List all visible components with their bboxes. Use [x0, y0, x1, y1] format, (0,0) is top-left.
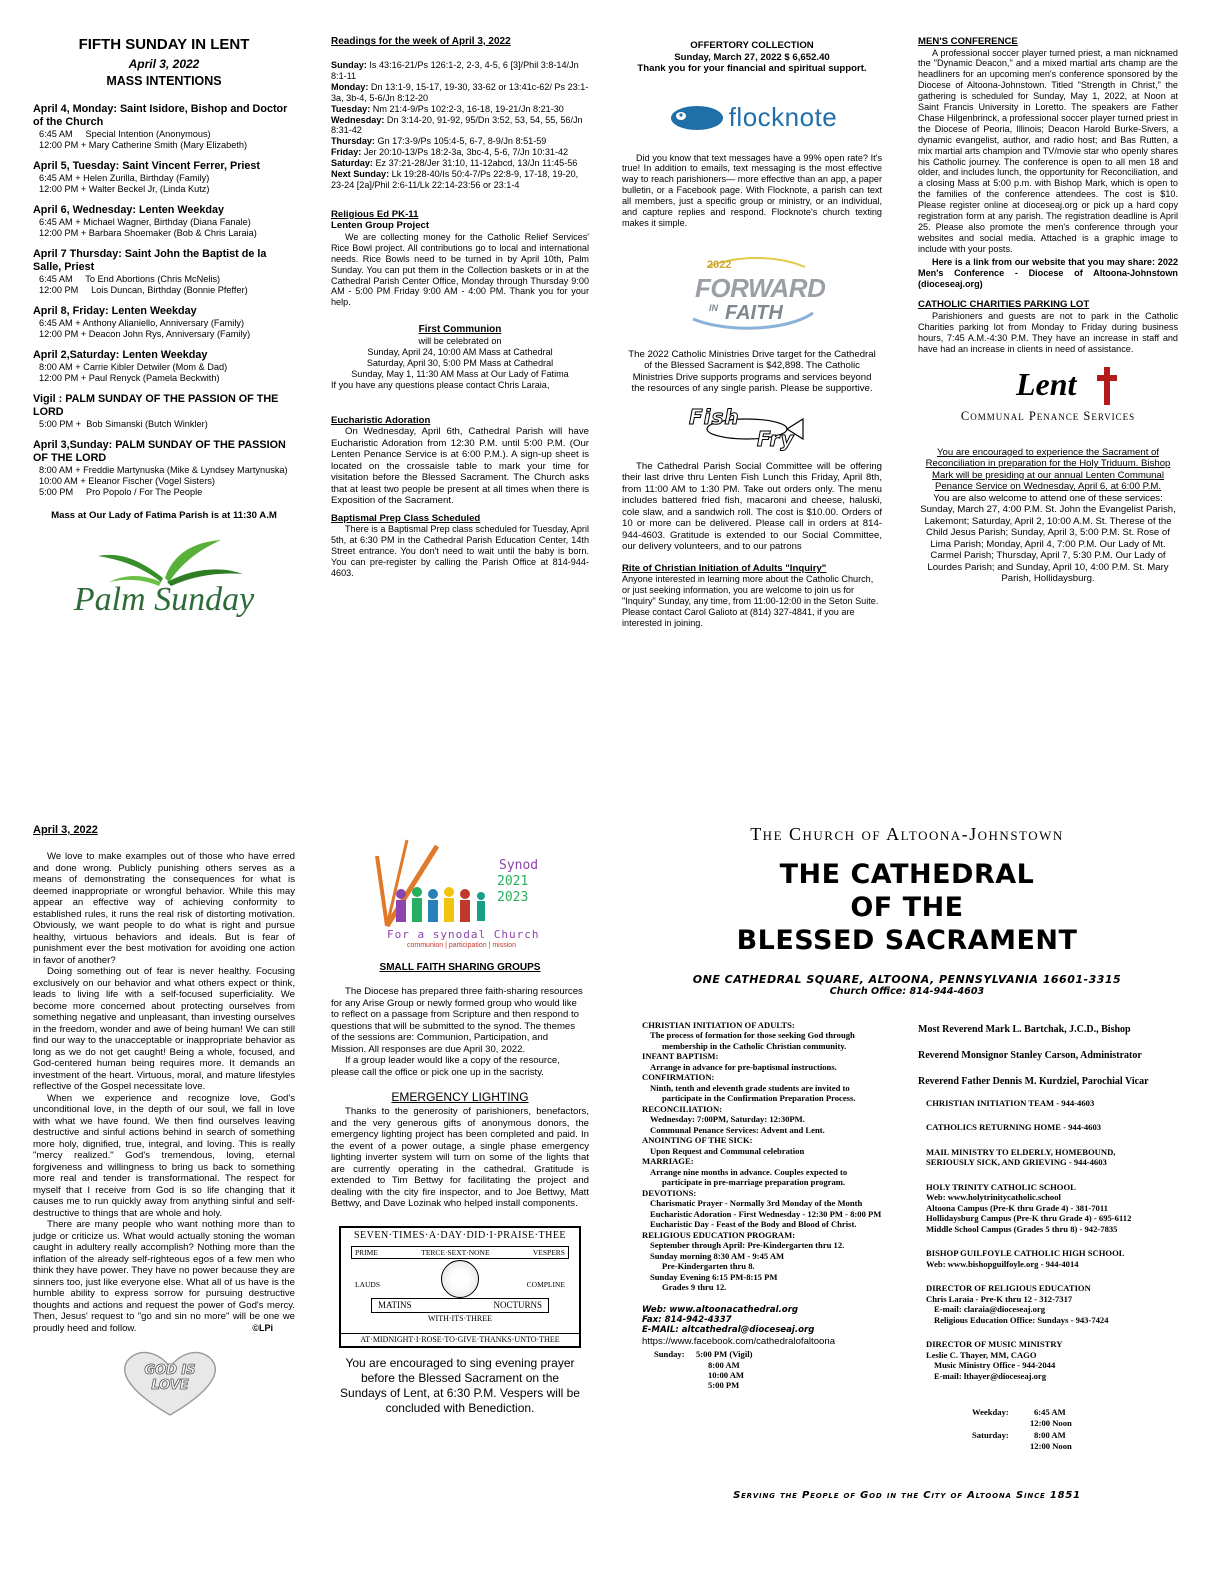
- saturday-times-list: [1030, 1430, 1072, 1451]
- reading-day: Saturday:: [331, 158, 373, 169]
- staff-group: [926, 1147, 1188, 1168]
- clergy-member: Reverend Father Dennis M. Kurdziel, Parochial Vicar: [918, 1076, 1149, 1087]
- mass-day-heading: April 8, Friday: Lenten Weekday: [33, 305, 197, 318]
- reading-citation: Ez 37:21-28/Jer 31:10, 11-12abcd, 13/Jn 11:45-56: [372, 158, 578, 169]
- adoration-text: On Wednesday, April 6th, Cathedral Parish will have Eucharistic Adoration from 12:30 P.M. until 5:00 P.M. (Our Lenten Penance Service is at 6:00 P.M.). A sign-up sheet is located on the crossaisle table to mark your time for visitation before the Blessed Sacrament. The Church asks that at least two people be present at all times when there is Exposition of the Sacrament.: [331, 426, 589, 507]
- staff-line: E-mail: lthayer@dioceseaj.org: [934, 1370, 1047, 1381]
- staff-line: Web: www.bishopguilfoyle.org - 944-4014: [926, 1258, 1079, 1269]
- staff-group: [926, 1098, 1188, 1108]
- sacrament-heading: INFANT BAPTISM:: [642, 1051, 719, 1062]
- sacrament-detail: Wednesday: 7:00PM, Saturday: 12:30PM.: [650, 1114, 805, 1125]
- clergy-member: Most Reverend Mark L. Bartchak, J.C.D., Bishop: [918, 1024, 1131, 1035]
- hour-label: LAUDS: [355, 1279, 381, 1289]
- sacrament-detail: Arrange in advance for pre-baptismal instructions.: [650, 1061, 837, 1072]
- synod-subline: communion | participation | mission: [407, 942, 517, 949]
- first-communion-schedule: [331, 336, 589, 380]
- reflection-column: [33, 824, 295, 1419]
- first-communion-line: Saturday, April 30, 5:00 PM Mass at Cathedral: [366, 358, 554, 369]
- fish-fry-text: The Cathedral Parish Social Committee will be offering their last drive thru Lenten Fish Lunch this Friday, April 8th, from 11:00 AM to 1:30 PM. Take out orders only. The menu includes battered fried fish, macaroni and cheese, haluski, cole slaw, and a sandwich roll. The cost is $10.00. Orders of 10 or more can be delivered. Please call in orders at 814-944-4603. Gratitude is extended to our Social Committee, our delivery volunteers, and to our patrons: [622, 460, 882, 553]
- cathedral-name-line: BLESSED SACRAMENT: [736, 924, 1078, 956]
- first-communion-title: First Communion: [418, 324, 502, 336]
- rcia-title: Rite of Christian Initiation of Adults "Inquiry": [622, 562, 827, 574]
- staff-panel: [918, 1024, 1188, 1451]
- mass-day-heading: April 3,Sunday: PALM SUNDAY OF THE PASSION OF THE LORD: [33, 439, 286, 465]
- flocknote-text: Did you know that text messages have a 99% open rate? It's true! In addition to emails, text messaging is the most effective way to reach parishioners— more effective than an app, a paper bulletin, or a Facebook page. With Flocknote, a parish can text all members, just a specific group or ministry, or an individual, and capture replies and respond. Flocknote's church texting makes it simple.: [622, 152, 882, 228]
- staff-line: Hollidaysburg Campus (Pre-K thru Grade 4) - 695-6112: [926, 1213, 1132, 1224]
- faith-groups-contact: If a group leader would like a copy of the resource, please call the office or pick one up in the sacristy.: [331, 1055, 560, 1078]
- synod-logo: [347, 836, 573, 954]
- reading-day: Tuesday:: [331, 103, 371, 114]
- penance-services-list: You are also welcome to attend one of these services: Sunday, March 27, 4:00 P.M. St. John the Evangelist Parish, Lakemont; Saturday, April 2, 10:00 A.M. St. Therese of the Child Jesus Parish; Sunday, April 3, 5:00 P.M. St. Rose of Lima Parish; Monday, April 4, 7:00 P.M. Our Lady of Mt. Carmel Parish; Thursday, April 7, 5:30 P.M. Our Lady of Lourdes Parish; and Sunday, April 10, 4:00 P.M. St. Mary Parish, Hollidaysburg.: [920, 492, 1176, 585]
- staff-line: SERIOUSLY SICK, AND GRIEVING - 944-4603: [926, 1157, 1107, 1168]
- saturday-mass-times: [918, 1430, 1188, 1451]
- mass-day-heading: April 7 Thursday: Saint John the Baptist de la Salle, Priest: [33, 248, 267, 274]
- mass-day-heading: April 2,Saturday: Lenten Weekday: [33, 349, 208, 362]
- masthead-area: [620, 824, 1194, 1501]
- reading-day: Sunday:: [331, 60, 367, 70]
- mass-day: [33, 393, 295, 430]
- mass-intention-line: 6:45 AM Special Intention (Anonymous): [39, 129, 211, 140]
- forward-faith-word: FAITH: [725, 301, 783, 324]
- sacrament-detail: Grades 9 thru 12.: [662, 1282, 727, 1293]
- sacrament-detail: September through April: Pre-Kindergarten thru 12.: [650, 1240, 845, 1251]
- hour-label: NOCTURNS: [493, 1299, 542, 1310]
- fish-word: Fish: [689, 404, 740, 429]
- reading-entry: [331, 136, 589, 147]
- hours-row-2: [355, 1280, 565, 1289]
- mass-intention-line: 5:00 PM Pro Popolo / For The People: [39, 487, 203, 498]
- hour-label: MATINS: [378, 1299, 412, 1310]
- reflection-paragraph: We love to make examples out of those who have erred and done wrong. Publicly punishing others serves as a means of demonstrating the consequences for what is deemed inappropriate or wrongful behavior. While this may appear an effective way of achieving conformity to established rules, it runs the real risk of distorting motivation. Obviously, we want people to do what is right and pursue healthy, virtuous behaviors and ideals. But is fear of punishment ever the best motivation for avoiding one action in favor of another?: [33, 851, 295, 966]
- readings-list: [331, 60, 589, 191]
- mass-intention-line: 6:45 AM + Helen Zurilla, Birthday (Family): [39, 173, 210, 184]
- reading-entry: [331, 115, 589, 137]
- parish-facebook[interactable]: https://www.facebook.com/cathedralofaltoona: [642, 1335, 836, 1347]
- weekday-times-list: [1030, 1407, 1072, 1428]
- sacrament-heading: RELIGIOUS EDUCATION PROGRAM:: [642, 1229, 796, 1240]
- faith-groups-text: The Diocese has prepared three faith-sharing resources for any Arise Group or newly formed group who would like to reflect on a passage from Scripture and then respond to questions that will be submitted to the synod. The themes of the sessions are: Communion, Participation, and Mission. All responses are due April 30, 2022.: [331, 986, 583, 1055]
- church-of-title: The Church of Altoona-Johnstown: [750, 824, 1064, 844]
- staff-line: Middle School Campus (Grades 5 thru 8) - 942-7835: [926, 1223, 1118, 1234]
- fish-fry-logo: [687, 405, 817, 451]
- reflection-paragraph: Doing something out of fear is never healthy. Focusing exclusively on our behavior and what others expect or think, leads to living life with a self-focused superficiality. We become more concerned about protecting ourselves from something negative and unpleasant, than investing ourselves in the freedom, wonder and awe of being human! We can still find our way to the unacceptable or inappropriate behavior as long as we do not get caught! Being a whole, focused, and God-centered human being requires more. It demands an investment of the heart. Virtuous, moral, and mature lifestyles reflective of the Gospel necessitate love.: [33, 966, 295, 1093]
- reading-day: Friday:: [331, 147, 362, 158]
- mass-day-heading: April 4, Monday: Saint Isidore, Bishop and Doctor of the Church: [33, 103, 288, 129]
- palm-sunday-logo-text: Palm Sunday: [73, 580, 255, 618]
- cathedral-name-line: THE CATHEDRAL: [779, 858, 1035, 890]
- mens-conference-column: [918, 36, 1178, 585]
- staff-group: [926, 1248, 1188, 1269]
- staff-line: CHRISTIAN INITIATION TEAM - 944-4603: [926, 1098, 1095, 1108]
- reconciliation-invite: You are encouraged to experience the Sacrament of Reconciliation in preparation for the Holy Triduum. Bishop Mark will be presiding at our annual Lenten Communal Penance Service on Wednesday, April 6, at 6:00 P.M.: [925, 446, 1171, 493]
- vespers-text: You are encouraged to sing evening prayer before the Blessed Sacrament on the Sundays of Lent, at 6:30 P.M. Vespers will be concluded with Benediction.: [340, 1355, 580, 1415]
- staff-line: Leslie C. Thayer, MM, CAGO: [926, 1349, 1037, 1360]
- bulletin-date: April 3, 2022: [128, 57, 200, 71]
- religious-ed-subtitle: Lenten Group Project: [331, 220, 430, 232]
- sacrament-detail: Eucharistic Day - Feast of the Body and Blood of Christ.: [650, 1219, 857, 1230]
- saturday-time: 8:00 AM: [1034, 1430, 1066, 1441]
- flocknote-logo: [622, 101, 882, 135]
- mens-conference-link[interactable]: Here is a link from our website that you may share: 2022 Men's Conference - Diocese of Altoona-Johnstown (dioceseaj.org): [918, 256, 1178, 289]
- clergy-member: Reverend Monsignor Stanley Carson, Administrator: [918, 1050, 1142, 1061]
- mass-intention-line: 6:45 AM + Anthony Alianiello, Anniversary (Family): [39, 318, 245, 329]
- hour-label: TERCE·SEXT·NONE: [421, 1247, 490, 1257]
- mass-intention-line: 6:45 AM + Michael Wagner, Birthday (Diana Fanale): [39, 217, 251, 228]
- forward-year: 2022: [707, 258, 732, 271]
- drive-text: The 2022 Catholic Ministries Drive target for the Cathedral of the Blessed Sacrament is $42,898. The Catholic Ministries Drive supports programs and services beyond the resources of any single parish. Please be supportive.: [628, 348, 876, 395]
- sunday-time: 5:00 PM: [708, 1380, 740, 1391]
- first-communion-contact: If you have any questions please contact Chris Laraia,: [331, 379, 550, 390]
- seven-times-a-day-image: [339, 1226, 581, 1348]
- staff-group: [926, 1283, 1188, 1325]
- emergency-lighting-text: Thanks to the generosity of parishioners, benefactors, and the very generous gifts of anonymous donors, the emergency lighting project has been completed and paid. In the event of a power outage, a single phase emergency lighting inverter system will turn on some of the lights that are currently operating in the cathedral. Gratitude is extended to Tim Bettwy for facilitating the project and dealing with the city fire inspector, and to Joe Bettwy, Matt Bettwy, and Dave Lozinak who helped install components.: [331, 1106, 589, 1210]
- bulletin-title: FIFTH SUNDAY IN LENT: [78, 36, 250, 53]
- staff-line: HOLY TRINITY CATHOLIC SCHOOL: [926, 1181, 1076, 1192]
- readings-column: [331, 36, 589, 579]
- sunday-label: Sunday:: [654, 1349, 685, 1360]
- reading-day: Thursday:: [331, 136, 375, 147]
- lent-logo-word: Lent: [1016, 365, 1077, 402]
- mass-day: [33, 204, 295, 239]
- sacrament-heading: MARRIAGE:: [642, 1156, 694, 1167]
- mens-conference-text: A professional soccer player turned priest, a man nicknamed the "Dynamic Deacon," and a mixed martial arts champ are the headliners for an upcoming men's conference sponsored by the Diocese of Altoona-Johnstown. Titled "Strength in Christ," the gathering is scheduled for Sunday, May 1, 2022, at Noon at Saint Francis University in Loretto. The speakers are Father Chase Hilgenbrinck, a professional soccer player turned priest in the Diocese of Peoria, Illinois; Deacon Harold Burke-Sivers, a dynamic evangelist, author, and radio host; and Bas Rutten, a mix martial arts champion and TV/movie star who openly shares his Catholic journey. The conference is open to all men 18 and older, and includes lunch, the opportunity for Reconciliation, and a closing Mass at 5:00 p.m. with Bishop Mark, which is open to the families of the conference attendees. The cost is $10. Please register online at dioceseaj.org or pick up a hard copy registration form at any parish. The registration deadline is April 25. Please also promote the men's conference through your websites and social media. Attached is a graphic image to include with your posts.: [918, 47, 1178, 254]
- footer-motto: Serving the People of God in the City of Altoona Since 1851: [733, 1490, 1081, 1501]
- sacrament-detail: Eucharistic Adoration - First Wednesday - 12:30 PM - 8:00 PM: [650, 1208, 882, 1219]
- sacraments-panel: [642, 1020, 902, 1391]
- offertory-thanks: Thank you for your financial and spiritual support.: [637, 63, 867, 74]
- fatima-note: Mass at Our Lady of Fatima Parish is at 11:30 A.M: [51, 510, 277, 522]
- baptismal-title: Baptismal Prep Class Scheduled: [331, 512, 481, 524]
- saturday-time: 12:00 Noon: [1030, 1440, 1072, 1451]
- staff-group: [926, 1339, 1188, 1381]
- reading-citation: Jer 20:10-13/Ps 18:2-3a, 3bc-4, 5-6, 7/Jn 10:31-42: [361, 147, 569, 158]
- reading-day: Monday:: [331, 81, 369, 92]
- cathedral-name: [620, 858, 1194, 957]
- staff-line: Altoona Campus (Pre-K thru Grade 4) - 381-7011: [926, 1202, 1108, 1213]
- sacrament-detail: Sunday Evening 6:15 PM-8:15 PM: [650, 1271, 778, 1282]
- rcia-text: Anyone interested in learning more about the Catholic Church, or just seeking information, you are welcome to join us for "Inquiry" Sunday, any time, from 11:00-12:00 in the Seton Suite. Please contact Carol Galioto at (814) 327-4841, if you are interested in joining.: [622, 574, 879, 628]
- hours-with-its-three: WITH·ITS·THREE: [428, 1313, 492, 1323]
- religious-ed-title: Religious Ed PK-11: [331, 208, 419, 220]
- sacrament-detail: Arrange nine months in advance. Couples expected to: [650, 1166, 848, 1177]
- mass-intention-line: 12:00 PM + Paul Renyck (Pamela Beckwith): [39, 373, 220, 384]
- staff-list: [918, 1098, 1188, 1381]
- offertory-column: [622, 40, 882, 629]
- sunday-time: 8:00 AM: [708, 1359, 740, 1370]
- saturday-label: Saturday:: [972, 1430, 1009, 1441]
- sacrament-detail: participate in the Confirmation Preparation Process.: [662, 1093, 856, 1104]
- mass-day: [33, 248, 295, 296]
- lent-logo: [928, 365, 1168, 435]
- sunday-time: 10:00 AM: [708, 1370, 745, 1380]
- sacrament-detail: Pre-Kindergarten thru 8.: [662, 1261, 755, 1272]
- weekday-time: 12:00 Noon: [1030, 1417, 1072, 1428]
- reading-citation: Dn 13:1-9, 15-17, 19-30, 33-62 or 13:41c-62/ Ps 23:1-3a, 3b-4, 5-6/Jn 8:12-20: [331, 81, 589, 103]
- readings-title: Readings for the week of April 3, 2022: [331, 36, 511, 47]
- synod-tagline: For a synodal Church: [387, 928, 540, 941]
- mass-day-heading: Vigil : PALM SUNDAY OF THE PASSION OF THE LORD: [33, 393, 279, 419]
- reading-citation: Nm 21:4-9/Ps 102:2-3, 16-18, 19-21/Jn 8:21-30: [370, 103, 564, 114]
- mass-intention-line: 12:00 PM + Barbara Shoemaker (Bob & Chris Laraia): [39, 228, 257, 239]
- sacrament-heading: RECONCILIATION:: [642, 1103, 723, 1114]
- reading-day: Next Sunday:: [331, 169, 390, 180]
- mass-day: [33, 305, 295, 340]
- sacrament-heading: CONFIRMATION:: [642, 1072, 715, 1083]
- mass-day: [33, 160, 295, 195]
- offertory-amount: Sunday, March 27, 2022 $ 6,652.40: [674, 51, 830, 63]
- reading-entry: [331, 60, 589, 82]
- weekday-time: 6:45 AM: [1034, 1407, 1066, 1418]
- parish-fax: Fax: 814-942-4337: [642, 1314, 732, 1325]
- reflection-paragraph: There are many people who want nothing more than to judge or criticize us. What would actually stoning the woman caught in adultery really accomplish? Nothing more than the inflation of the already self-righteous egos of a few men who think they have power. They have no power because they are sinners too, just like everyone else. What all of us have is the humble ability to express sorrow for pursuing destructive thoughts and actions and request the power of God's mercy. Then, Jesus' request to "go and sin no more" will be one we proudly heed and follow.: [33, 1219, 295, 1334]
- staff-line: DIRECTOR OF RELIGIOUS EDUCATION: [926, 1283, 1091, 1294]
- staff-line: DIRECTOR OF MUSIC MINISTRY: [926, 1339, 1063, 1350]
- mass-intention-line: 6:45 AM To End Abortions (Chris McNelis): [39, 274, 221, 285]
- sheep-icon: [667, 103, 725, 133]
- reading-citation: Dn 3:14-20, 91-92, 95/Dn 3:52, 53, 54, 55, 56/Jn 8:31-42: [331, 114, 583, 136]
- lent-logo-subtitle: Communal Penance Services: [960, 408, 1136, 423]
- reflection-paragraph: When we experience and recognize love, God's unconditional love, in the depth of our soul, we fall in love with what we have found. We then find ourselves leaving destructive and sinful actions behind in search of something more holy, dignified, true, integral, and loving. This is really "mercy realized." God's tremendous, loving, eternal forgiveness and willingness to bring us back to something more real and tender is transformational. The respect for myself that I receive from God is so life changing that it causes me to run quickly away from anything sinful and self-destructive to things that are whole and holy.: [33, 1092, 295, 1219]
- hour-label: VESPERS: [532, 1247, 565, 1257]
- mass-intention-line: 12:00 PM Lois Duncan, Birthday (Bonnie Pfeffer): [39, 285, 248, 296]
- sunday-times-list: [696, 1349, 752, 1391]
- sacrament-detail: Communal Penance Services: Advent and Lent.: [650, 1124, 825, 1135]
- staff-line: CATHOLICS RETURNING HOME - 944-4603: [926, 1122, 1102, 1133]
- offertory-title: OFFERTORY COLLECTION: [690, 40, 814, 51]
- fry-word: Fry: [757, 426, 795, 451]
- parish-web[interactable]: Web: www.altoonacathedral.org: [642, 1304, 799, 1315]
- staff-line: MAIL MINISTRY TO ELDERLY, HOMEBOUND,: [926, 1146, 1116, 1157]
- mass-intention-line: 5:00 PM + Bob Simanski (Butch Winkler): [39, 419, 208, 430]
- hours-row-1: [351, 1246, 569, 1259]
- god-is-love-text: GOD IS LOVE: [144, 1362, 196, 1393]
- parish-address: ONE CATHEDRAL SQUARE, ALTOONA, PENNSYLVANIA 16601-3315: [692, 972, 1122, 986]
- clergy-list: [918, 1024, 1188, 1088]
- forward-in-faith-logo: [687, 253, 826, 339]
- reading-entry: [331, 104, 589, 115]
- mass-day: [33, 103, 295, 151]
- forward-in-word: IN: [709, 302, 718, 313]
- mass-intention-line: 10:00 AM + Eleanor Fischer (Vogel Sisters): [39, 476, 215, 487]
- religious-ed-text: We are collecting money for the Catholic Relief Services' Rice Bowl project. All contributions go to local and international needs. Rice Bowls need to be turned in by April 10th, Palm Sunday. You can put them in the Collection baskets or in at the Cathedral Parish Center Office, Monday through Thursday 9:00 AM - 5:00 PM Friday 9:00 AM - 4:00 PM. Thank you for your help.: [331, 231, 589, 308]
- sacrament-detail: Ninth, tenth and eleventh grade students are invited to: [650, 1082, 850, 1093]
- mass-day-heading: April 6, Wednesday: Lenten Weekday: [33, 204, 225, 217]
- sacrament-heading: DEVOTIONS:: [642, 1187, 697, 1198]
- sacraments-list: [642, 1020, 902, 1293]
- mass-intention-line: 12:00 PM + Mary Catherine Smith (Mary Elizabeth): [39, 140, 248, 151]
- reading-entry: [331, 169, 589, 191]
- synod-years: 2021 2023: [497, 874, 529, 905]
- sunday-mass-times: [642, 1349, 902, 1391]
- sacrament-heading: ANOINTING OF THE SICK:: [642, 1135, 753, 1146]
- forward-word: FORWARD: [695, 272, 826, 303]
- staff-line: Chris Laraia - Pre-K thru 12 - 312-7317: [926, 1293, 1073, 1304]
- mass-intention-line: 8:00 AM + Freddie Martynuska (Mike & Lyndsey Martynuska): [39, 465, 288, 476]
- first-communion-line: will be celebrated on: [418, 336, 502, 347]
- god-is-love-logo: [115, 1349, 225, 1419]
- mass-intention-line: 8:00 AM + Carrie Kibler Detwiler (Mom & Dad): [39, 362, 228, 373]
- staff-group: [926, 1122, 1188, 1132]
- reading-citation: Is 43:16-21/Ps 126:1-2, 2-3, 4-5, 6 [3]/Phil 3:8-14/Jn 8:1-11: [331, 60, 579, 81]
- palm-sunday-logo: [43, 538, 285, 634]
- reflection-text: [33, 851, 295, 1334]
- mass-day: [33, 439, 295, 498]
- staff-line: E-mail: claraia@dioceseaj.org: [934, 1304, 1046, 1315]
- mass-day-heading: April 5, Tuesday: Saint Vincent Ferrer, Priest: [33, 160, 261, 173]
- hour-label: COMPLINE: [526, 1279, 565, 1289]
- weekday-mass-times: [918, 1407, 1188, 1428]
- sacrament-detail: membership in the Catholic Christian community.: [662, 1040, 847, 1051]
- reading-citation: Lk 19:28-40/Is 50:4-7/Ps 22:8-9, 17-18, 19-20, 23-24 [2a]/Phil 2:6-11/Lk 22:14-23:56 or 23:1-4: [331, 169, 579, 190]
- reflection-date: April 3, 2022: [33, 824, 98, 836]
- reading-day: Wednesday:: [331, 114, 385, 125]
- emergency-lighting-title: EMERGENCY LIGHTING: [391, 1090, 529, 1104]
- mass-intention-line: 12:00 PM + Deacon John Rys, Anniversary (Family): [39, 329, 251, 340]
- staff-line: Music Ministry Office - 944-2044: [934, 1360, 1056, 1371]
- staff-line: BISHOP GUILFOYLE CATHOLIC HIGH SCHOOL: [926, 1248, 1125, 1259]
- church-office-phone: Church Office: 814-944-4603: [829, 985, 985, 997]
- sacrament-detail: The process of formation for those seeking God through: [650, 1030, 855, 1041]
- sacrament-detail: Sunday morning 8:30 AM - 9:45 AM: [650, 1250, 785, 1261]
- monstrance-icon: [441, 1260, 479, 1298]
- parking-title: CATHOLIC CHARITIES PARKING LOT: [918, 299, 1090, 311]
- weekday-label: Weekday:: [972, 1407, 1009, 1418]
- faith-groups-title: SMALL FAITH SHARING GROUPS: [379, 962, 541, 973]
- parking-text: Parishioners and guests are not to park in the Catholic Charities parking lot from Monday to Friday during business hours, 7:45 A.M.-4:30 P.M. They have an increase in staff and have had an increase in clients in need of assistance.: [918, 310, 1178, 354]
- sacrament-detail: Upon Request and Communal celebration: [650, 1145, 805, 1156]
- cross-icon: [1096, 365, 1118, 407]
- cathedral-name-line: OF THE: [850, 891, 964, 923]
- first-communion-line: Sunday, May 1, 11:30 AM Mass at Our Lady of Fatima: [351, 368, 569, 379]
- synod-word: Synod: [499, 858, 539, 873]
- adoration-title: Eucharistic Adoration: [331, 414, 431, 426]
- sacrament-detail: participate in pre-marriage preparation program.: [662, 1177, 846, 1188]
- reflection-credit: ©LPi: [252, 1323, 273, 1334]
- sacrament-detail: Charismatic Prayer - Normally 3rd Monday of the Month: [650, 1198, 863, 1209]
- reading-entry: [331, 82, 589, 104]
- baptismal-text: There is a Baptismal Prep class scheduled for Tuesday, April 5th, at 6:30 PM in the Cathedral Parish Education Center, 14th Street entrance. You don't need to wait until the baby is born. You can pre-register by calling the Parish Office at 814-944-4603.: [331, 524, 589, 578]
- reading-entry: [331, 158, 589, 169]
- mass-intention-line: 12:00 PM + Walter Beckel Jr, (Linda Kutz): [39, 184, 210, 195]
- sunday-time: 5:00 PM (Vigil): [696, 1349, 753, 1360]
- seven-times-top-banner: SEVEN·TIMES·A·DAY·DID·I·PRAISE·THEE: [353, 1229, 567, 1241]
- staff-line: Web: www.holytrinitycatholic.school: [926, 1192, 1061, 1203]
- hours-row-3: [371, 1298, 549, 1313]
- seven-times-bottom-banner: AT·MIDNIGHT·I·ROSE·TO·GIVE·THANKS·UNTO·THEE: [341, 1333, 579, 1345]
- first-communion-line: Sunday, April 24, 10:00 AM Mass at Cathedral: [367, 347, 553, 358]
- reading-citation: Gn 17:3-9/Ps 105:4-5, 6-7, 8-9/Jn 8:51-59: [374, 136, 547, 147]
- hour-label: PRIME: [355, 1247, 378, 1257]
- reading-entry: [331, 147, 589, 158]
- sacrament-heading: CHRISTIAN INITIATION OF ADULTS:: [642, 1020, 795, 1030]
- mass-intentions-column: [33, 36, 295, 634]
- staff-line: Religious Education Office: Sundays - 943-7424: [934, 1314, 1109, 1325]
- flocknote-logo-text: flocknote: [728, 101, 838, 132]
- mass-day-list: [33, 103, 295, 498]
- mass-day: [33, 349, 295, 384]
- mens-conference-title: MEN'S CONFERENCE: [918, 36, 1018, 47]
- parish-email[interactable]: E-MAIL: altcathedral@dioceseaj.org: [642, 1325, 815, 1336]
- mass-intentions-heading: MASS INTENTIONS: [106, 74, 222, 89]
- staff-group: [926, 1182, 1188, 1234]
- synod-column: [331, 836, 589, 1416]
